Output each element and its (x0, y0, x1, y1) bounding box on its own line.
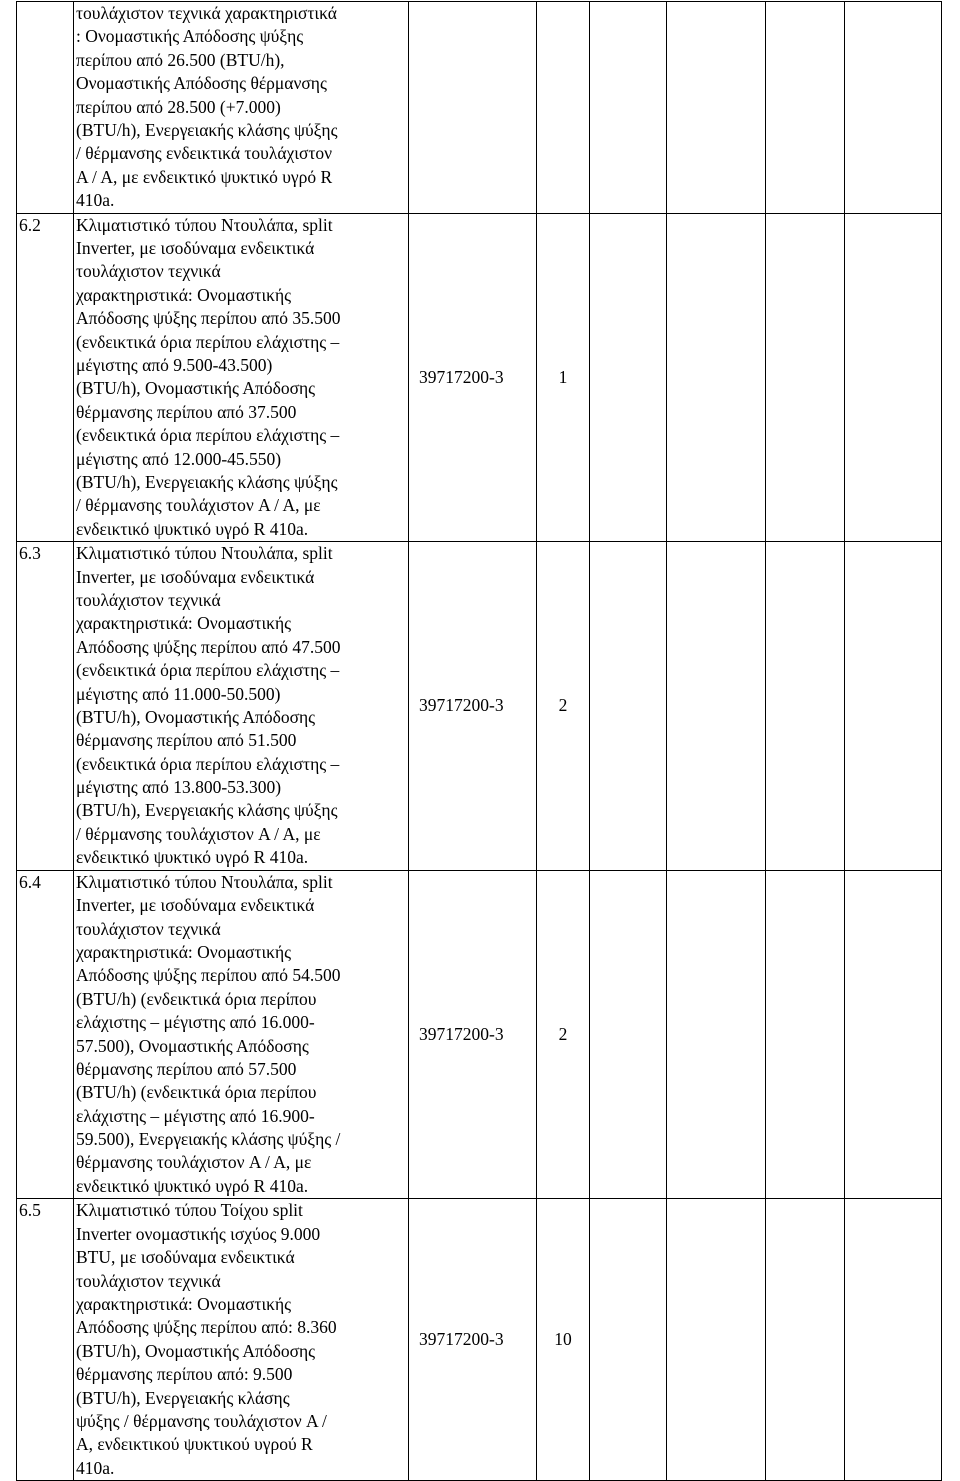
empty-cell (845, 542, 942, 871)
empty-cell (766, 213, 845, 542)
description-line: A, ενδεικτικού ψυκτικού υγρού R (76, 1434, 313, 1455)
description-line: (ενδεικτικά όρια περίπου ελάχιστης – (76, 331, 340, 352)
quantity-cell: 1 (537, 213, 590, 542)
description-line: τουλάχιστον τεχνικά (76, 918, 221, 939)
item-number-cell: 6.4 (17, 870, 74, 1199)
description-line: τουλάχιστον τεχνικά (76, 589, 221, 610)
description-line: Κλιματιστικό τύπου Ντουλάπα, split (76, 871, 333, 892)
description-line: θέρμανσης τουλάχιστον A / A, με (76, 1152, 312, 1173)
item-number-cell: 6.3 (17, 542, 74, 871)
description-line: ενδεικτικό ψυκτικό υγρό R 410a. (76, 1175, 309, 1196)
description-line: ελάχιστης – μέγιστης από 16.900- (76, 1105, 315, 1126)
description-line: θέρμανσης περίπου από: 9.500 (76, 1364, 293, 1385)
description-line: θέρμανσης περίπου από 51.500 (76, 730, 297, 751)
description-line: / θέρμανσης ενδεικτικά τουλάχιστον (76, 143, 333, 164)
description-line: 410a. (76, 190, 115, 211)
description-line: / θέρμανσης τουλάχιστον A / A, με (76, 823, 321, 844)
description-line: Απόδοσης ψύξης περίπου από 35.500 (76, 308, 341, 329)
description-line: / θέρμανσης τουλάχιστον A / A, με (76, 495, 321, 516)
description-line: θέρμανσης περίπου από 57.500 (76, 1058, 297, 1079)
quantity-cell: 2 (537, 542, 590, 871)
empty-cell (766, 870, 845, 1199)
description-line: (BTU/h) (ενδεικτικά όρια περίπου (76, 1082, 317, 1103)
cpv-code-cell: 39717200-3 (409, 213, 537, 542)
empty-cell (845, 213, 942, 542)
description-line: (BTU/h) (ενδεικτικά όρια περίπου (76, 988, 317, 1009)
description-line: Κλιματιστικό τύπου Ντουλάπα, split (76, 543, 333, 564)
description-line: μέγιστης από 12.000-45.550) (76, 448, 282, 469)
description-line: Inverter, με ισοδύναμα ενδεικτικά (76, 566, 315, 587)
description-line: A / A, με ενδεικτικό ψυκτικό υγρό R (76, 166, 333, 187)
description-line: BTU, με ισοδύναμα ενδεικτικά (76, 1247, 295, 1268)
cpv-code-cell: 39717200-3 (409, 870, 537, 1199)
quantity-cell (537, 2, 590, 214)
item-description-cell (74, 1199, 409, 1481)
empty-cell (667, 1199, 766, 1481)
cpv-code-cell: 39717200-3 (409, 1199, 537, 1481)
description-line: (BTU/h), Ενεργειακής κλάσης ψύξης (76, 800, 338, 821)
description-line: 59.500), Ενεργειακής κλάσης ψύξης / (76, 1129, 341, 1150)
description-line: Απόδοσης ψύξης περίπου από: 8.360 (76, 1317, 337, 1338)
item-number-cell: 6.2 (17, 213, 74, 542)
empty-cell (845, 1199, 942, 1481)
table-row (17, 870, 942, 1199)
item-description-cell (74, 2, 409, 214)
table-row (17, 213, 942, 542)
description-line: (ενδεικτικά όρια περίπου ελάχιστης – (76, 425, 340, 446)
empty-cell (845, 870, 942, 1199)
description-line: (BTU/h), Ονομαστικής Απόδοσης (76, 378, 316, 399)
description-line: τουλάχιστον τεχνικά (76, 261, 221, 282)
description-line: μέγιστης από 9.500-43.500) (76, 354, 273, 375)
quantity-cell: 10 (537, 1199, 590, 1481)
description-line: Inverter, με ισοδύναμα ενδεικτικά (76, 237, 315, 258)
empty-cell (590, 1199, 667, 1481)
description-line: (BTU/h), Ενεργειακής κλάσης (76, 1387, 290, 1408)
description-line: Ονομαστικής Απόδοσης θέρμανσης (76, 73, 327, 94)
item-description-cell (74, 213, 409, 542)
cpv-code-cell (409, 2, 537, 214)
description-line: χαρακτηριστικά: Ονομαστικής (76, 941, 292, 962)
description-line: (BTU/h), Ενεργειακής κλάσης ψύξης (76, 471, 338, 492)
empty-cell (766, 542, 845, 871)
description-line: μέγιστης από 13.800-53.300) (76, 777, 282, 798)
description-line: Κλιματιστικό τύπου Ντουλάπα, split (76, 214, 333, 235)
empty-cell (667, 2, 766, 214)
empty-cell (590, 213, 667, 542)
quantity-cell: 2 (537, 870, 590, 1199)
empty-cell (667, 213, 766, 542)
description-line: τουλάχιστον τεχνικά χαρακτηριστικά (76, 3, 337, 23)
description-line: θέρμανσης περίπου από 37.500 (76, 401, 297, 422)
description-line: τουλάχιστον τεχνικά (76, 1270, 221, 1291)
description-line: 410a. (76, 1457, 115, 1478)
description-line: (ενδεικτικά όρια περίπου ελάχιστης – (76, 660, 340, 681)
empty-cell (667, 542, 766, 871)
description-line: χαρακτηριστικά: Ονομαστικής (76, 613, 292, 634)
description-line: Inverter, με ισοδύναμα ενδεικτικά (76, 895, 315, 916)
description-line: (BTU/h), Ενεργειακής κλάσης ψύξης (76, 119, 338, 140)
cpv-code-cell: 39717200-3 (409, 542, 537, 871)
description-line: Κλιματιστικό τύπου Τοίχου split (76, 1200, 303, 1221)
description-line: (BTU/h), Ονομαστικής Απόδοσης (76, 706, 316, 727)
empty-cell (590, 870, 667, 1199)
empty-cell (766, 2, 845, 214)
description-line: (ενδεικτικά όρια περίπου ελάχιστης – (76, 753, 340, 774)
description-line: ψύξης / θέρμανσης τουλάχιστον A / (76, 1410, 327, 1431)
description-line: ενδεικτικό ψυκτικό υγρό R 410a. (76, 847, 309, 868)
description-line: μέγιστης από 11.000-50.500) (76, 683, 281, 704)
item-number-cell (17, 2, 74, 214)
empty-cell (845, 2, 942, 214)
table-row (17, 1199, 942, 1481)
description-line: (BTU/h), Ονομαστικής Απόδοσης (76, 1340, 316, 1361)
description-line: Inverter ονομαστικής ισχύος 9.000 (76, 1223, 321, 1244)
empty-cell (590, 542, 667, 871)
description-line: Απόδοσης ψύξης περίπου από 54.500 (76, 965, 341, 986)
description-line: περίπου από 26.500 (BTU/h), (76, 49, 285, 70)
empty-cell (590, 2, 667, 214)
description-line: Απόδοσης ψύξης περίπου από 47.500 (76, 636, 341, 657)
description-line: περίπου από 28.500 (+7.000) (76, 96, 281, 117)
description-line: χαρακτηριστικά: Ονομαστικής (76, 284, 292, 305)
item-number-cell: 6.5 (17, 1199, 74, 1481)
empty-cell (667, 870, 766, 1199)
table-row (17, 542, 942, 871)
item-description-cell (74, 542, 409, 871)
description-line: ελάχιστης – μέγιστης από 16.000- (76, 1012, 315, 1033)
table-row (17, 2, 942, 214)
description-line: χαρακτηριστικά: Ονομαστικής (76, 1293, 292, 1314)
items-table (16, 1, 942, 1481)
description-line: ενδεικτικό ψυκτικό υγρό R 410a. (76, 518, 309, 539)
item-description-cell (74, 870, 409, 1199)
empty-cell (766, 1199, 845, 1481)
description-line: : Ονομαστικής Απόδοσης ψύξης (76, 26, 304, 47)
description-line: 57.500), Ονομαστικής Απόδοσης (76, 1035, 309, 1056)
